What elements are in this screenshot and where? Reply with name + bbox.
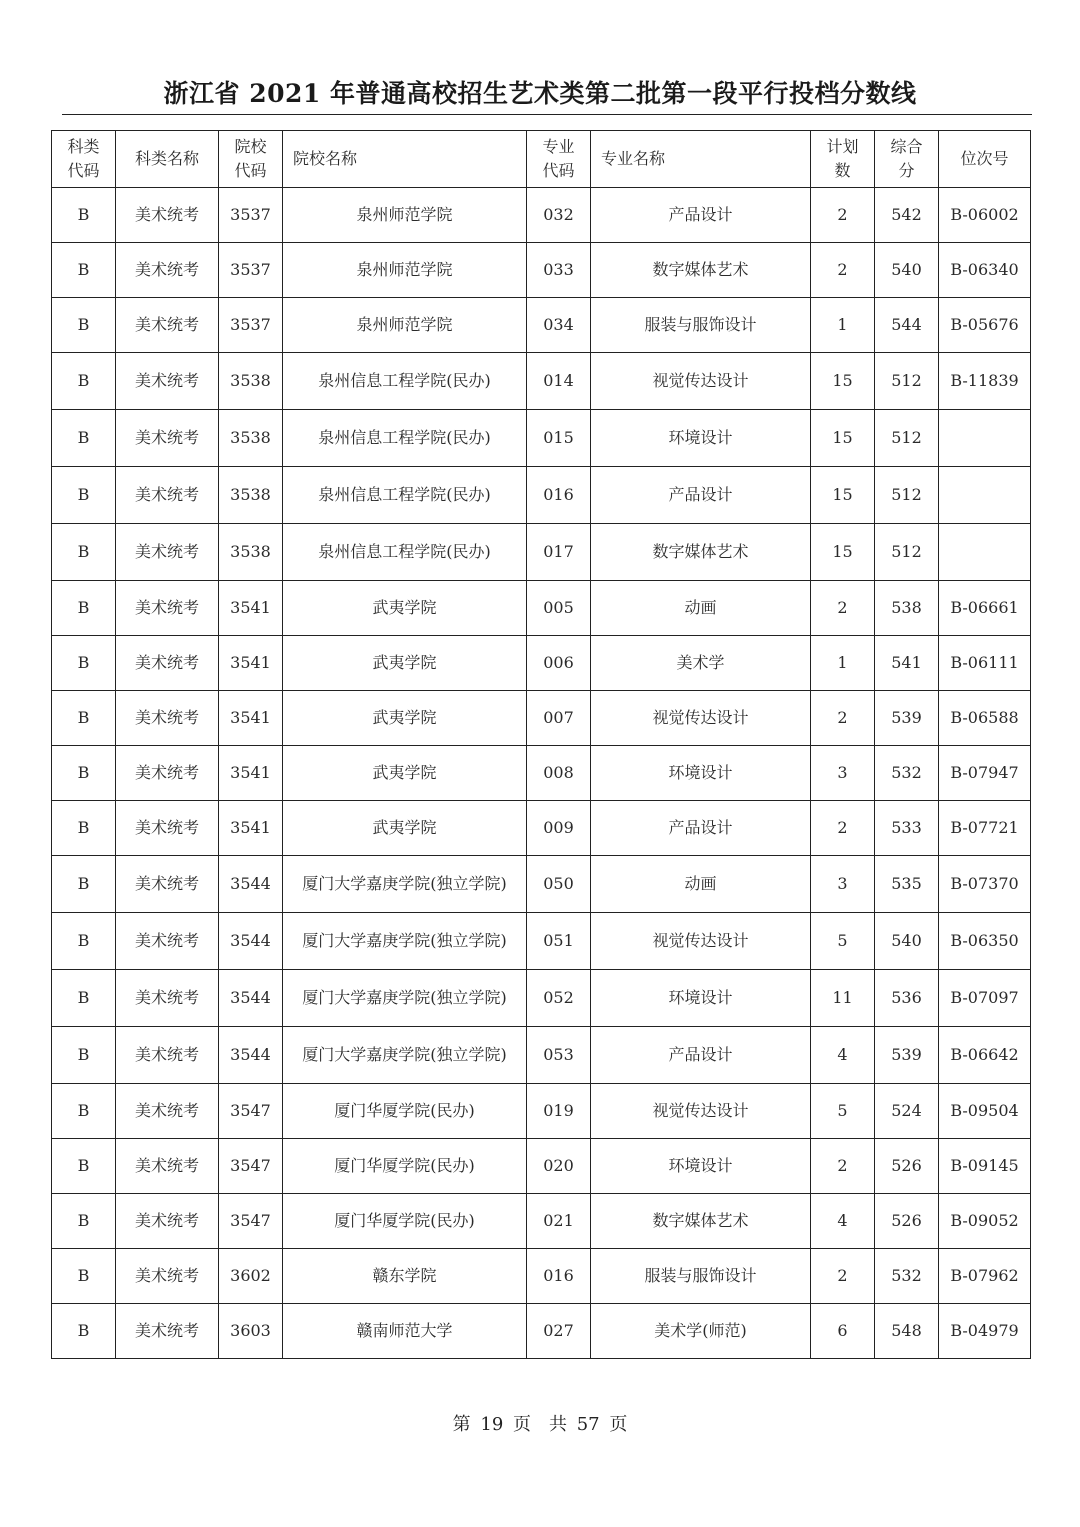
cell-score: 526 bbox=[875, 1194, 939, 1249]
table-row bbox=[52, 243, 1031, 298]
cell-school-name bbox=[283, 856, 527, 913]
cell-rank: B-07962 bbox=[939, 1249, 1031, 1304]
cell-rank: B-06340 bbox=[939, 243, 1031, 298]
school-name-text: 武夷学院 bbox=[372, 818, 437, 837]
cell-subject-code: B bbox=[52, 581, 116, 636]
cell-score: 540 bbox=[875, 913, 939, 970]
cell-major-code: 027 bbox=[527, 1304, 591, 1359]
cell-subject-name: 美术统考 bbox=[116, 970, 219, 1027]
header-plan: 计划 数 bbox=[811, 131, 875, 188]
table-row bbox=[52, 691, 1031, 746]
cell-school-name bbox=[283, 913, 527, 970]
cell-subject-name: 美术统考 bbox=[116, 298, 219, 353]
cell-score: 512 bbox=[875, 467, 939, 524]
cell-rank bbox=[939, 467, 1031, 524]
cell-subject-code: B bbox=[52, 1027, 116, 1084]
cell-subject-code: B bbox=[52, 524, 116, 581]
cell-score: 539 bbox=[875, 691, 939, 746]
cell-plan: 4 bbox=[811, 1194, 875, 1249]
table-row bbox=[52, 1027, 1031, 1084]
cell-plan: 15 bbox=[811, 524, 875, 581]
cell-score: 538 bbox=[875, 581, 939, 636]
cell-score: 541 bbox=[875, 636, 939, 691]
cell-plan: 5 bbox=[811, 1084, 875, 1139]
table-row bbox=[52, 1304, 1031, 1359]
cell-major-name: 环境设计 bbox=[591, 970, 811, 1027]
cell-plan: 15 bbox=[811, 353, 875, 410]
cell-rank: B-06002 bbox=[939, 188, 1031, 243]
cell-school-code: 3541 bbox=[219, 636, 283, 691]
cell-major-name: 美术学(师范) bbox=[591, 1304, 811, 1359]
cell-major-code: 052 bbox=[527, 970, 591, 1027]
cell-major-name: 视觉传达设计 bbox=[591, 1084, 811, 1139]
cell-score: 526 bbox=[875, 1139, 939, 1194]
cell-rank: B-07947 bbox=[939, 746, 1031, 801]
cell-major-name: 环境设计 bbox=[591, 746, 811, 801]
cell-plan: 2 bbox=[811, 1249, 875, 1304]
header-school-code: 院校 代码 bbox=[219, 131, 283, 188]
cell-school-name bbox=[283, 298, 527, 353]
cell-school-name bbox=[283, 581, 527, 636]
table-row bbox=[52, 913, 1031, 970]
cell-plan: 2 bbox=[811, 801, 875, 856]
cell-school-code: 3538 bbox=[219, 410, 283, 467]
cell-major-name: 动画 bbox=[591, 581, 811, 636]
cell-major-name: 美术学 bbox=[591, 636, 811, 691]
cell-major-name: 服装与服饰设计 bbox=[591, 1249, 811, 1304]
cell-subject-name: 美术统考 bbox=[116, 746, 219, 801]
cell-major-name: 产品设计 bbox=[591, 1027, 811, 1084]
table-header-row bbox=[52, 131, 1031, 188]
cell-subject-name: 美术统考 bbox=[116, 353, 219, 410]
cell-school-name bbox=[283, 1027, 527, 1084]
cell-school-code: 3541 bbox=[219, 801, 283, 856]
table-body bbox=[52, 188, 1031, 1359]
cell-plan: 1 bbox=[811, 298, 875, 353]
school-name-text: 厦门华厦学院(民办) bbox=[334, 1156, 475, 1175]
cell-school-code: 3541 bbox=[219, 746, 283, 801]
cell-score: 533 bbox=[875, 801, 939, 856]
cell-major-code: 053 bbox=[527, 1027, 591, 1084]
cell-school-name bbox=[283, 410, 527, 467]
page-title: 浙江省 2021 年普通高校招生艺术类第二批第一段平行投档分数线 bbox=[163, 79, 917, 108]
cell-subject-name: 美术统考 bbox=[116, 856, 219, 913]
cell-subject-name: 美术统考 bbox=[116, 913, 219, 970]
cell-subject-name: 美术统考 bbox=[116, 1084, 219, 1139]
cell-rank: B-06642 bbox=[939, 1027, 1031, 1084]
cell-major-code: 009 bbox=[527, 801, 591, 856]
cell-major-name: 环境设计 bbox=[591, 1139, 811, 1194]
cell-major-name: 数字媒体艺术 bbox=[591, 243, 811, 298]
cell-subject-name: 美术统考 bbox=[116, 1249, 219, 1304]
cell-school-name bbox=[283, 1139, 527, 1194]
cell-major-code: 016 bbox=[527, 1249, 591, 1304]
cell-subject-code: B bbox=[52, 636, 116, 691]
cell-subject-name: 美术统考 bbox=[116, 524, 219, 581]
cell-major-name: 服装与服饰设计 bbox=[591, 298, 811, 353]
cell-subject-code: B bbox=[52, 353, 116, 410]
cell-score: 536 bbox=[875, 970, 939, 1027]
cell-score: 532 bbox=[875, 1249, 939, 1304]
cell-subject-code: B bbox=[52, 188, 116, 243]
cell-major-name: 数字媒体艺术 bbox=[591, 1194, 811, 1249]
cell-subject-code: B bbox=[52, 856, 116, 913]
cell-major-name: 动画 bbox=[591, 856, 811, 913]
school-name-text: 泉州信息工程学院(民办) bbox=[318, 485, 491, 504]
cell-subject-code: B bbox=[52, 467, 116, 524]
cell-major-code: 014 bbox=[527, 353, 591, 410]
table-row bbox=[52, 636, 1031, 691]
cell-plan: 15 bbox=[811, 410, 875, 467]
cell-plan: 15 bbox=[811, 467, 875, 524]
cell-school-code: 3537 bbox=[219, 188, 283, 243]
cell-rank: B-09145 bbox=[939, 1139, 1031, 1194]
school-name-text: 泉州信息工程学院(民办) bbox=[318, 428, 491, 447]
table-row bbox=[52, 188, 1031, 243]
cell-subject-name: 美术统考 bbox=[116, 691, 219, 746]
cell-school-name bbox=[283, 746, 527, 801]
school-name-text: 泉州师范学院 bbox=[356, 205, 453, 224]
cell-plan: 2 bbox=[811, 691, 875, 746]
cell-subject-name: 美术统考 bbox=[116, 1027, 219, 1084]
cell-rank: B-06588 bbox=[939, 691, 1031, 746]
cell-school-code: 3541 bbox=[219, 581, 283, 636]
cell-major-name: 产品设计 bbox=[591, 801, 811, 856]
cell-school-name bbox=[283, 1304, 527, 1359]
cell-subject-code: B bbox=[52, 913, 116, 970]
cell-school-code: 3538 bbox=[219, 467, 283, 524]
cell-school-name bbox=[283, 970, 527, 1027]
cell-rank bbox=[939, 524, 1031, 581]
school-name-text: 武夷学院 bbox=[372, 763, 437, 782]
table-row bbox=[52, 581, 1031, 636]
cell-rank: B-07370 bbox=[939, 856, 1031, 913]
cell-plan: 2 bbox=[811, 1139, 875, 1194]
cell-subject-code: B bbox=[52, 1139, 116, 1194]
cell-school-code: 3603 bbox=[219, 1304, 283, 1359]
table-row bbox=[52, 298, 1031, 353]
cell-subject-code: B bbox=[52, 801, 116, 856]
cell-rank: B-11839 bbox=[939, 353, 1031, 410]
score-table bbox=[51, 130, 1031, 1359]
header-subject-code: 科类 代码 bbox=[52, 131, 116, 188]
cell-school-name bbox=[283, 1194, 527, 1249]
cell-subject-code: B bbox=[52, 243, 116, 298]
cell-major-code: 017 bbox=[527, 524, 591, 581]
cell-major-name: 视觉传达设计 bbox=[591, 691, 811, 746]
cell-score: 542 bbox=[875, 188, 939, 243]
cell-major-code: 006 bbox=[527, 636, 591, 691]
cell-subject-code: B bbox=[52, 691, 116, 746]
title-rule bbox=[62, 114, 1032, 115]
school-name-text: 厦门大学嘉庚学院(独立学院) bbox=[302, 1045, 507, 1064]
cell-score: 540 bbox=[875, 243, 939, 298]
cell-major-name: 产品设计 bbox=[591, 467, 811, 524]
cell-major-code: 032 bbox=[527, 188, 591, 243]
cell-plan: 4 bbox=[811, 1027, 875, 1084]
cell-school-name bbox=[283, 188, 527, 243]
cell-subject-code: B bbox=[52, 298, 116, 353]
table-row bbox=[52, 524, 1031, 581]
cell-school-name bbox=[283, 691, 527, 746]
cell-plan: 1 bbox=[811, 636, 875, 691]
cell-school-name bbox=[283, 243, 527, 298]
cell-major-code: 019 bbox=[527, 1084, 591, 1139]
table-row bbox=[52, 467, 1031, 524]
cell-school-name bbox=[283, 524, 527, 581]
cell-subject-code: B bbox=[52, 746, 116, 801]
cell-rank: B-09504 bbox=[939, 1084, 1031, 1139]
header-major-code: 专业 代码 bbox=[527, 131, 591, 188]
cell-subject-name: 美术统考 bbox=[116, 801, 219, 856]
cell-major-code: 005 bbox=[527, 581, 591, 636]
cell-score: 544 bbox=[875, 298, 939, 353]
cell-plan: 3 bbox=[811, 746, 875, 801]
school-name-text: 泉州信息工程学院(民办) bbox=[318, 542, 491, 561]
header-major-name: 专业名称 bbox=[591, 131, 811, 188]
cell-school-code: 3544 bbox=[219, 970, 283, 1027]
cell-score: 539 bbox=[875, 1027, 939, 1084]
cell-score: 535 bbox=[875, 856, 939, 913]
table-row bbox=[52, 1139, 1031, 1194]
cell-school-name bbox=[283, 353, 527, 410]
cell-school-code: 3538 bbox=[219, 524, 283, 581]
cell-score: 512 bbox=[875, 410, 939, 467]
cell-subject-name: 美术统考 bbox=[116, 1304, 219, 1359]
header-rank: 位次号 bbox=[939, 131, 1031, 188]
cell-school-name bbox=[283, 1084, 527, 1139]
cell-school-code: 3547 bbox=[219, 1194, 283, 1249]
cell-rank: B-06350 bbox=[939, 913, 1031, 970]
cell-rank: B-09052 bbox=[939, 1194, 1031, 1249]
cell-subject-name: 美术统考 bbox=[116, 1139, 219, 1194]
cell-major-name: 产品设计 bbox=[591, 188, 811, 243]
header-subject-name: 科类名称 bbox=[116, 131, 219, 188]
cell-score: 524 bbox=[875, 1084, 939, 1139]
cell-major-code: 021 bbox=[527, 1194, 591, 1249]
cell-subject-name: 美术统考 bbox=[116, 188, 219, 243]
cell-school-code: 3547 bbox=[219, 1139, 283, 1194]
school-name-text: 厦门大学嘉庚学院(独立学院) bbox=[302, 931, 507, 950]
table-row bbox=[52, 410, 1031, 467]
school-name-text: 泉州师范学院 bbox=[356, 260, 453, 279]
cell-subject-name: 美术统考 bbox=[116, 581, 219, 636]
school-name-text: 厦门大学嘉庚学院(独立学院) bbox=[302, 988, 507, 1007]
cell-school-name bbox=[283, 467, 527, 524]
school-name-text: 赣东学院 bbox=[372, 1266, 437, 1285]
cell-major-code: 051 bbox=[527, 913, 591, 970]
cell-school-code: 3547 bbox=[219, 1084, 283, 1139]
cell-subject-name: 美术统考 bbox=[116, 243, 219, 298]
cell-score: 532 bbox=[875, 746, 939, 801]
cell-subject-name: 美术统考 bbox=[116, 467, 219, 524]
cell-subject-code: B bbox=[52, 970, 116, 1027]
cell-subject-code: B bbox=[52, 1084, 116, 1139]
cell-major-code: 034 bbox=[527, 298, 591, 353]
cell-school-code: 3544 bbox=[219, 1027, 283, 1084]
cell-school-code: 3544 bbox=[219, 913, 283, 970]
school-name-text: 武夷学院 bbox=[372, 598, 437, 617]
cell-school-code: 3602 bbox=[219, 1249, 283, 1304]
cell-school-name bbox=[283, 1249, 527, 1304]
cell-school-code: 3537 bbox=[219, 298, 283, 353]
school-name-text: 武夷学院 bbox=[372, 708, 437, 727]
school-name-text: 厦门大学嘉庚学院(独立学院) bbox=[302, 874, 507, 893]
header-score: 综合 分 bbox=[875, 131, 939, 188]
cell-score: 512 bbox=[875, 353, 939, 410]
cell-school-name bbox=[283, 801, 527, 856]
cell-school-code: 3537 bbox=[219, 243, 283, 298]
table-row bbox=[52, 856, 1031, 913]
school-name-text: 泉州师范学院 bbox=[356, 315, 453, 334]
school-name-text: 厦门华厦学院(民办) bbox=[334, 1101, 475, 1120]
cell-subject-code: B bbox=[52, 1304, 116, 1359]
cell-major-name: 数字媒体艺术 bbox=[591, 524, 811, 581]
cell-subject-name: 美术统考 bbox=[116, 1194, 219, 1249]
cell-subject-name: 美术统考 bbox=[116, 636, 219, 691]
cell-major-code: 008 bbox=[527, 746, 591, 801]
cell-subject-name: 美术统考 bbox=[116, 410, 219, 467]
cell-major-name: 环境设计 bbox=[591, 410, 811, 467]
cell-school-name bbox=[283, 636, 527, 691]
school-name-text: 厦门华厦学院(民办) bbox=[334, 1211, 475, 1230]
cell-rank: B-05676 bbox=[939, 298, 1031, 353]
table-row bbox=[52, 1249, 1031, 1304]
cell-school-code: 3541 bbox=[219, 691, 283, 746]
cell-plan: 6 bbox=[811, 1304, 875, 1359]
cell-major-code: 050 bbox=[527, 856, 591, 913]
cell-score: 548 bbox=[875, 1304, 939, 1359]
table-row bbox=[52, 1194, 1031, 1249]
cell-rank bbox=[939, 410, 1031, 467]
cell-subject-code: B bbox=[52, 1249, 116, 1304]
page-footer: 第 19 页 共 57 页 bbox=[452, 1414, 628, 1435]
cell-plan: 2 bbox=[811, 243, 875, 298]
school-name-text: 武夷学院 bbox=[372, 653, 437, 672]
cell-rank: B-04979 bbox=[939, 1304, 1031, 1359]
cell-rank: B-06661 bbox=[939, 581, 1031, 636]
cell-major-name: 视觉传达设计 bbox=[591, 353, 811, 410]
cell-rank: B-07097 bbox=[939, 970, 1031, 1027]
cell-plan: 5 bbox=[811, 913, 875, 970]
cell-plan: 2 bbox=[811, 188, 875, 243]
cell-plan: 2 bbox=[811, 581, 875, 636]
cell-school-code: 3538 bbox=[219, 353, 283, 410]
table-row bbox=[52, 1084, 1031, 1139]
cell-major-code: 020 bbox=[527, 1139, 591, 1194]
table-row bbox=[52, 746, 1031, 801]
cell-major-code: 016 bbox=[527, 467, 591, 524]
cell-subject-code: B bbox=[52, 1194, 116, 1249]
cell-school-code: 3544 bbox=[219, 856, 283, 913]
cell-rank: B-07721 bbox=[939, 801, 1031, 856]
school-name-text: 赣南师范大学 bbox=[356, 1321, 453, 1340]
cell-plan: 3 bbox=[811, 856, 875, 913]
cell-subject-code: B bbox=[52, 410, 116, 467]
cell-major-code: 033 bbox=[527, 243, 591, 298]
table-row bbox=[52, 353, 1031, 410]
school-name-text: 泉州信息工程学院(民办) bbox=[318, 371, 491, 390]
cell-plan: 11 bbox=[811, 970, 875, 1027]
cell-major-code: 015 bbox=[527, 410, 591, 467]
cell-score: 512 bbox=[875, 524, 939, 581]
cell-major-name: 视觉传达设计 bbox=[591, 913, 811, 970]
header-school-name: 院校名称 bbox=[283, 131, 527, 188]
table-row bbox=[52, 970, 1031, 1027]
table-row bbox=[52, 801, 1031, 856]
cell-major-code: 007 bbox=[527, 691, 591, 746]
cell-rank: B-06111 bbox=[939, 636, 1031, 691]
